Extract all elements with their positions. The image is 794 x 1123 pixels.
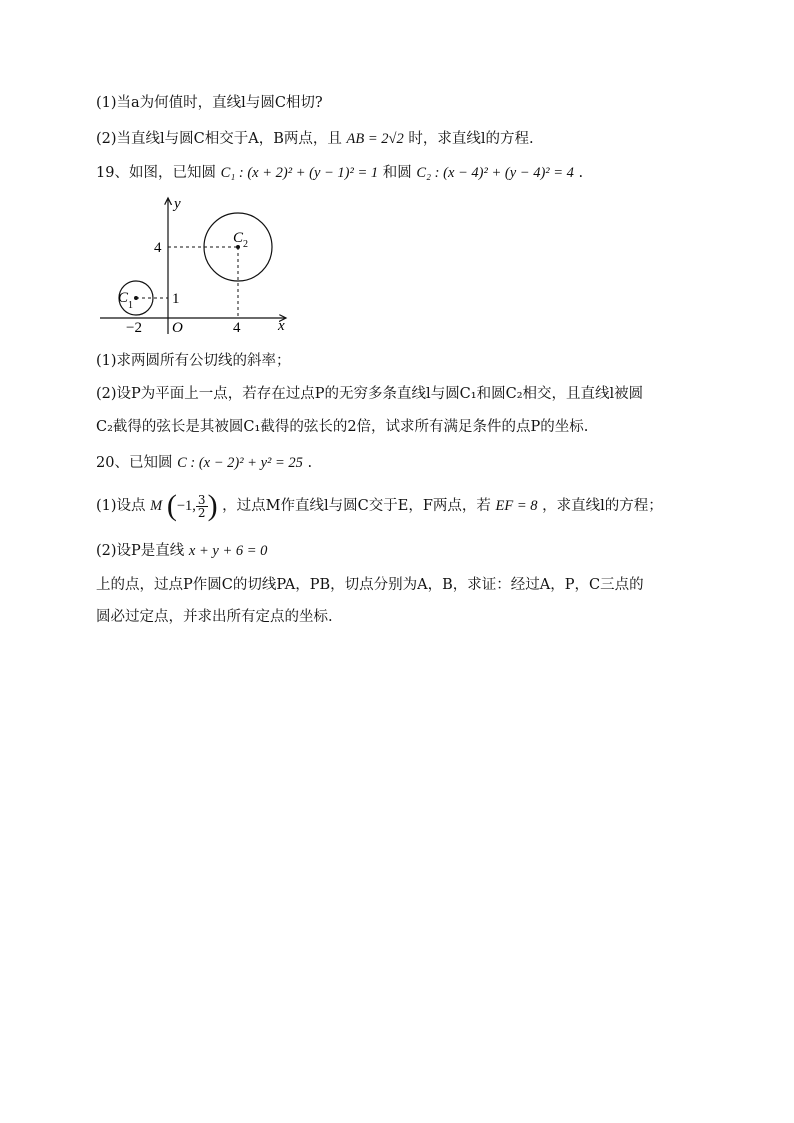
q19-part1: (1)求两圆所有公切线的斜率； [96,353,291,369]
c2-subscript: 2 [243,239,248,250]
origin-label: O [172,320,183,336]
q20-end: . [307,455,313,471]
q19-stem [96,162,583,184]
x-axis-label: x [278,318,285,334]
c1-label: C [118,290,129,306]
q19-and: 和圆 [382,165,412,181]
m-x-coord: −1, [176,498,196,514]
fraction-numerator: 3 [197,492,206,507]
center-c1 [134,296,138,300]
q19-number: 19、如图，已知圆 [96,165,216,181]
q20-part2-line3: 圆必过定点，并求出所有定点的坐标. [96,609,333,625]
q20-part1-eq: EF = 8 [495,498,538,514]
q20-part2-eq: x + y + 6 = 0 [188,543,268,559]
right-paren: ) [207,489,218,522]
q19-figure [96,192,296,342]
q19-end: . [578,165,584,181]
q18-part2-eq: AB = 2√2 [346,131,404,147]
q20-part1 [96,488,663,524]
q20-part1-suffix: ，求直线l的方程； [542,498,663,514]
point-m: M [150,498,163,514]
left-paren: ( [166,489,177,522]
q19-c1-equation: C₁ : (x + 2)² + (y − 1)² = 1 [220,165,379,181]
q20-part2-line2: 上的点，过点P作圆C的切线PA，PB，切点分别为A，B，求证：经过A，P，C三点的 [96,577,644,593]
q19-part2-line1: (2)设P为平面上一点，若存在过点P的无穷多条直线l与圆C₁和圆C₂相交，且直线l被圆 [96,386,644,402]
x-tick-neg2: −2 [126,320,142,336]
q18-part2 [96,128,534,150]
y-tick-1: 1 [172,291,180,307]
q20-circle-equation: C : (x − 2)² + y² = 25 [177,455,303,471]
q20-stem [96,452,312,474]
y-tick-4: 4 [154,240,162,256]
y-axis-label: y [174,196,181,212]
c1-subscript: 1 [128,300,133,311]
q18-part2-prefix: (2)当直线l与圆C相交于A，B两点，且 [96,131,342,147]
q19-c2-equation: C₂ : (x − 4)² + (y − 4)² = 4 [416,165,574,181]
x-tick-4: 4 [233,320,241,336]
q20-part1-prefix: (1)设点 [96,498,146,514]
q18-part2-suffix: 时，求直线l的方程. [408,131,534,147]
c2-label: C [233,230,244,246]
q20-number: 20、已知圆 [96,455,173,471]
q20-part2-line1 [96,540,267,562]
q18-part1: (1)当a为何值时，直线l与圆C相切? [96,95,323,111]
q20-part2-prefix: (2)设P是直线 [96,543,185,559]
q20-part1-mid: ，过点M作直线l与圆C交于E，F两点，若 [222,498,491,514]
m-y-fraction [196,494,208,519]
fraction-denominator: 2 [197,505,206,520]
q19-part2-line2: C₂截得的弦长是其被圆C₁截得的弦长的2倍，试求所有满足条件的点P的坐标. [96,419,589,435]
